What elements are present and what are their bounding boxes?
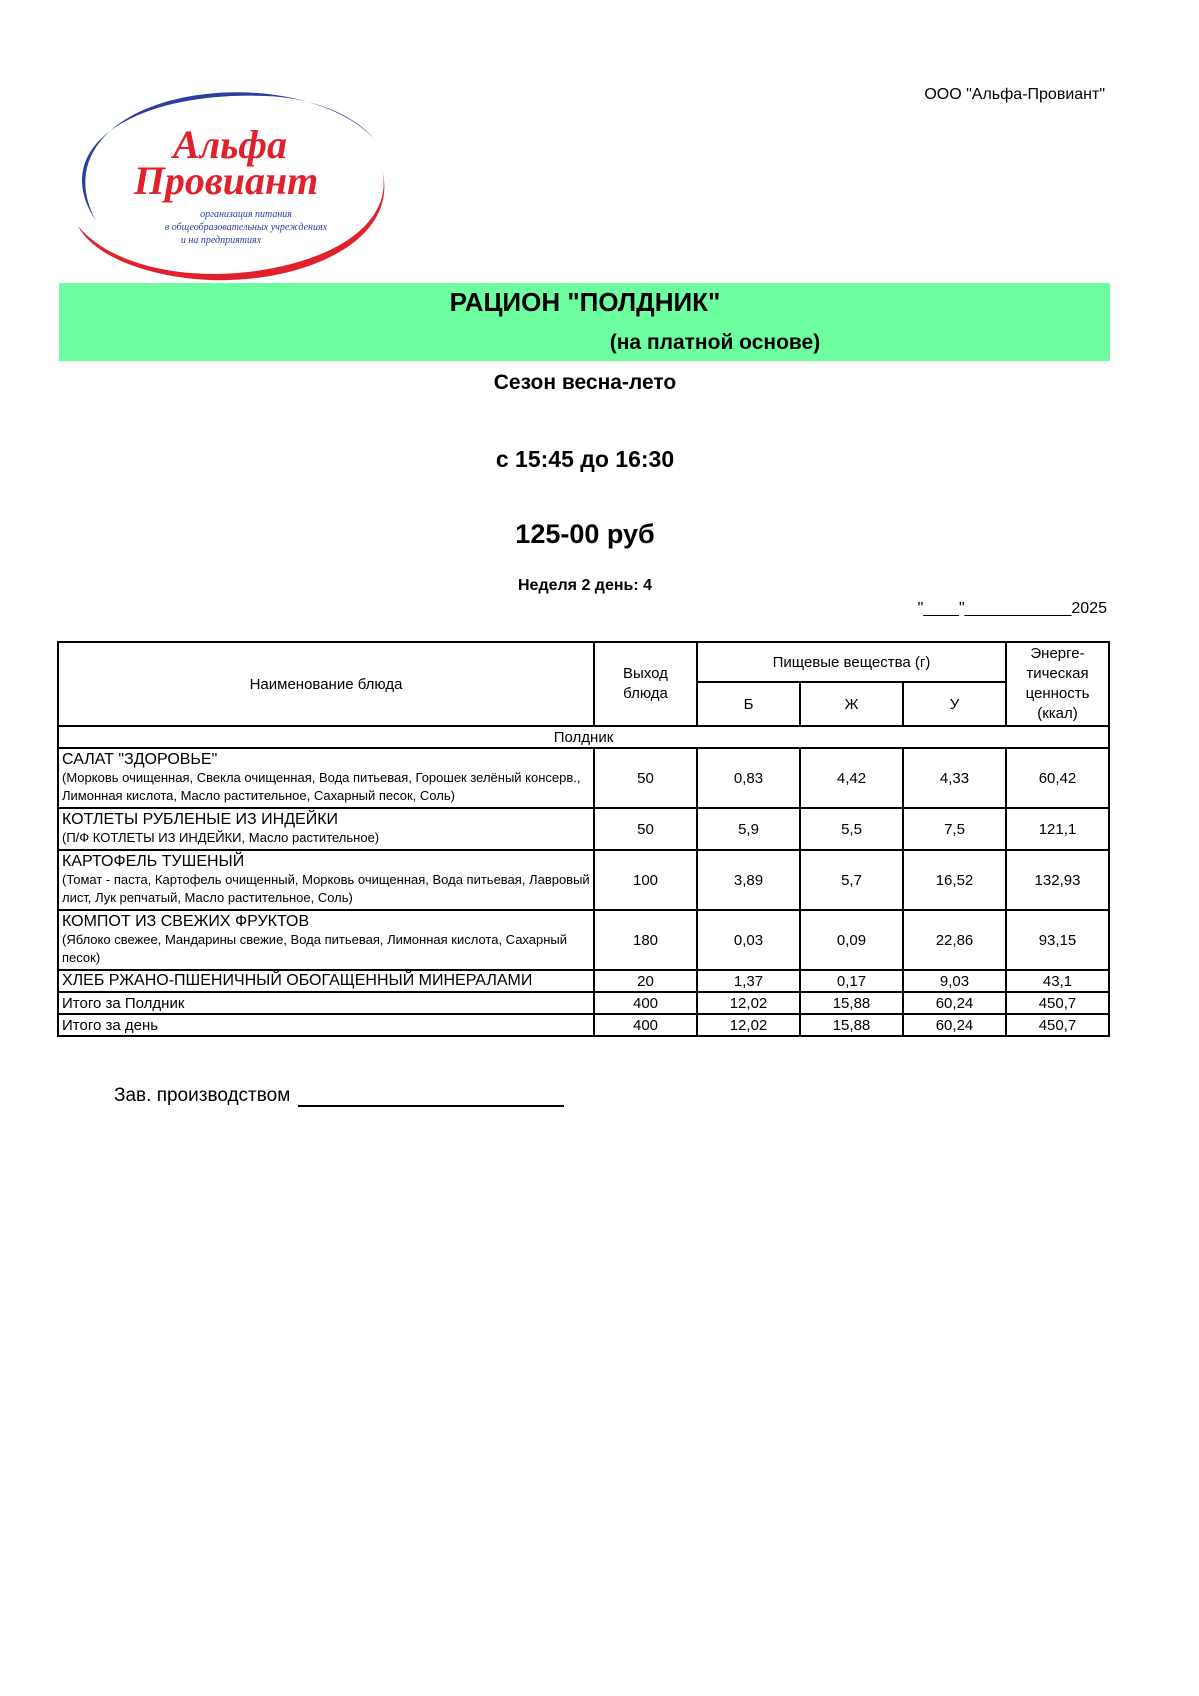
total-day-kcal: 450,7 [1006,1014,1109,1036]
table-row [58,910,1109,970]
table-row [58,748,1109,808]
table-row [58,970,1109,992]
signature-line [298,1087,564,1107]
dish-proteins: 1,37 [697,970,800,992]
dish-proteins: 0,83 [697,748,800,808]
menu-table [57,641,1110,1037]
dish-carbs: 4,33 [903,748,1006,808]
dish-output: 100 [594,850,697,910]
dish-ingredients: (Яблоко свежее, Мандарины свежие, Вода питьевая, Лимонная кислота, Сахарный песок) [62,932,568,965]
total-day-output: 400 [594,1014,697,1036]
date-line: "____"____________2025 [917,600,1107,617]
dish-kcal: 93,15 [1006,910,1109,970]
dish-cell [58,808,594,850]
dish-output: 180 [594,910,697,970]
header-dish-name: Наименование блюда [58,642,594,726]
dish-proteins: 5,9 [697,808,800,850]
logo-tagline2: в общеобразовательных учреждениях [164,222,328,233]
total-day-row [58,1014,1109,1036]
section-title: Полдник [58,726,1109,748]
dish-carbs: 16,52 [903,850,1006,910]
logo-tagline3: и на предприятиях [180,235,262,246]
total-day-proteins: 12,02 [697,1014,800,1036]
dish-name: КАРТОФЕЛЬ ТУШЕНЫЙ [62,853,245,870]
dish-output: 20 [594,970,697,992]
week-day: Неделя 2 день: 4 [517,577,653,594]
total-meal-proteins: 12,02 [697,992,800,1014]
logo-line2: Провиант [133,158,319,203]
dish-cell [58,910,594,970]
dish-carbs: 22,86 [903,910,1006,970]
total-meal-fats: 15,88 [800,992,903,1014]
page-subtitle: (на платной основе) [609,331,821,354]
total-meal-carbs: 60,24 [903,992,1006,1014]
dish-fats: 5,7 [800,850,903,910]
dish-fats: 5,5 [800,808,903,850]
company-name: ООО "Альфа-Провиант" [924,86,1105,103]
dish-name: САЛАТ "ЗДОРОВЬЕ" [62,751,218,768]
table-row [58,808,1109,850]
total-meal-row [58,992,1109,1014]
total-day-carbs: 60,24 [903,1014,1006,1036]
dish-ingredients: (Морковь очищенная, Свекла очищенная, Вода питьевая, Горошек зелёный консерв., Лимонная кислота, Масло растительное, Сахарный песок, Соль) [62,770,581,803]
dish-ingredients: (П/Ф КОТЛЕТЫ ИЗ ИНДЕЙКИ, Масло растительное) [62,830,380,845]
header-output: Выход блюда [594,642,697,726]
header-proteins: Б [697,682,800,726]
dish-fats: 4,42 [800,748,903,808]
total-meal-label: Итого за Полдник [58,992,594,1014]
header-energy: Энерге-тическая ценность (ккал) [1006,642,1109,726]
dish-output: 50 [594,808,697,850]
logo-tagline1: организация питания [200,209,292,220]
dish-cell [58,850,594,910]
dish-kcal: 132,93 [1006,850,1109,910]
dish-name: КОМПОТ ИЗ СВЕЖИХ ФРУКТОВ [62,913,310,930]
dish-fats: 0,09 [800,910,903,970]
signature-label: Зав. производством [114,1085,291,1106]
page-title: РАЦИОН "ПОЛДНИК" [449,287,721,317]
dish-cell [58,748,594,808]
dish-proteins: 0,03 [697,910,800,970]
dish-carbs: 9,03 [903,970,1006,992]
total-day-label: Итого за день [58,1014,594,1036]
table-row [58,850,1109,910]
company-logo [56,86,390,286]
total-meal-kcal: 450,7 [1006,992,1109,1014]
dish-output: 50 [594,748,697,808]
season: Сезон весна-лето [493,371,677,394]
serving-time: с 15:45 до 16:30 [495,446,675,472]
dish-name: ХЛЕБ РЖАНО-ПШЕНИЧНЫЙ ОБОГАЩЕННЫЙ МИНЕРАЛАМИ [58,970,594,992]
dish-fats: 0,17 [800,970,903,992]
total-day-fats: 15,88 [800,1014,903,1036]
dish-carbs: 7,5 [903,808,1006,850]
header-fats: Ж [800,682,903,726]
dish-kcal: 43,1 [1006,970,1109,992]
dish-kcal: 121,1 [1006,808,1109,850]
dish-name: КОТЛЕТЫ РУБЛЕНЫЕ ИЗ ИНДЕЙКИ [62,811,339,828]
dish-proteins: 3,89 [697,850,800,910]
logo-line1: Альфа [172,122,288,167]
signature-block [114,1085,564,1107]
dish-kcal: 60,42 [1006,748,1109,808]
header-nutrients: Пищевые вещества (г) [697,642,1006,682]
dish-ingredients: (Томат - паста, Картофель очищенный, Морковь очищенная, Вода питьевая, Лавровый лист, Лук репчатый, Масло растительное, Соль) [62,872,590,905]
total-meal-output: 400 [594,992,697,1014]
price: 125-00 руб [515,519,655,549]
header-carbs: У [903,682,1006,726]
